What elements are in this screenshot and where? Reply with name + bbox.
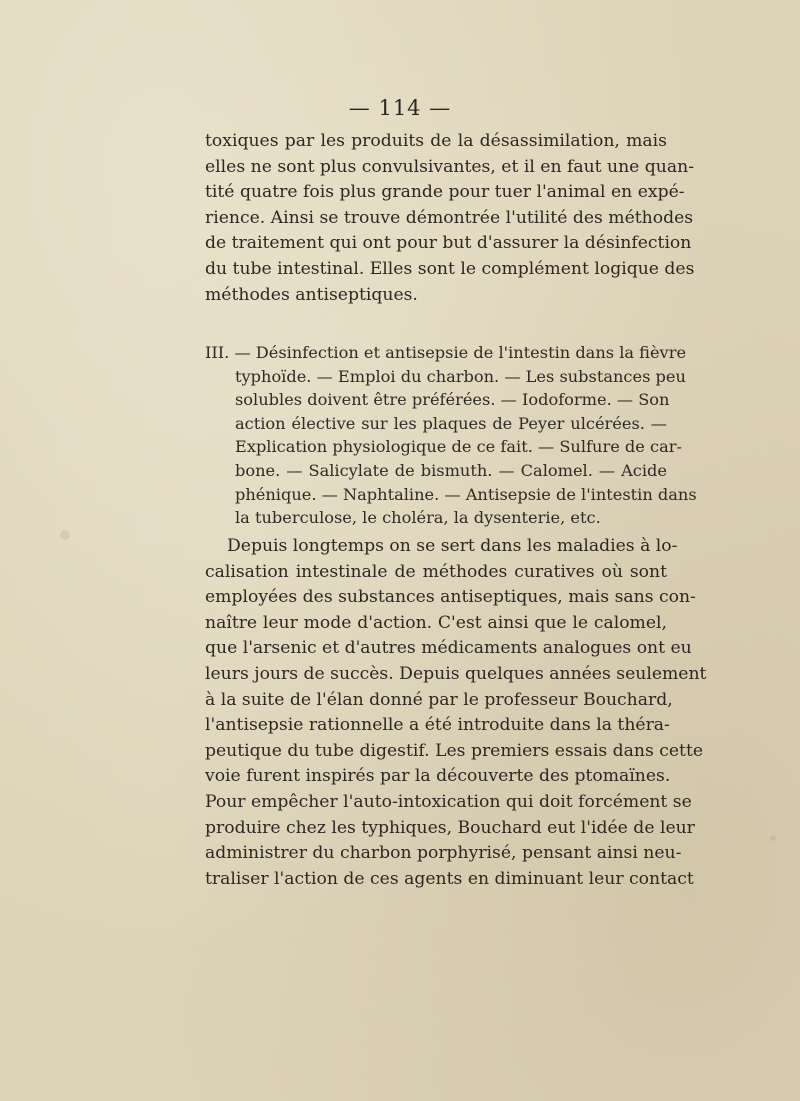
- text-line: l'antisepsie rationnelle a été introduite dans la théra-: [205, 715, 670, 736]
- text-line: elles ne sont plus convulsivantes, et il en faut une quan-: [205, 156, 694, 177]
- summary-line: bone. — Salicylate de bismuth. — Calomel. — Acide: [235, 460, 667, 480]
- text-line: Depuis longtemps on se sert dans les maladies à lo-: [227, 536, 678, 556]
- text-line: traliser l'action de ces agents en diminuant leur contact: [205, 868, 694, 889]
- text-line: voie furent inspirés par la découverte des ptomaïnes.: [205, 766, 671, 787]
- page-number: — 114 —: [348, 96, 452, 120]
- text-line: calisation intestinale de méthodes curatives où sont: [205, 561, 667, 582]
- section-summary: [205, 341, 697, 530]
- summary-line: la tuberculose, le choléra, la dysenterie, etc.: [235, 508, 601, 528]
- summary-line: phénique. — Naphtaline. — Antisepsie de l'intestin dans: [235, 484, 697, 504]
- text-line: leurs jours de succès. Depuis quelques années seulement: [205, 663, 707, 684]
- text-line: naître leur mode d'action. C'est ainsi que le calomel,: [205, 612, 667, 633]
- text-line: du tube intestinal. Elles sont le complément logique des: [205, 258, 695, 279]
- summary-line: action élective sur les plaques de Peyer ulcérées. —: [235, 413, 667, 433]
- text-line: rience. Ainsi se trouve démontrée l'utilité des méthodes: [205, 207, 694, 228]
- paper-stain: [770, 835, 776, 841]
- text-line: produire chez les typhiques, Bouchard eut l'idée de leur: [205, 817, 695, 838]
- paragraph-body: [205, 534, 707, 892]
- summary-line: III. — Désinfection et antisepsie de l'intestin dans la fièvre: [205, 343, 687, 362]
- text-line: employées des substances antiseptiques, mais sans con-: [205, 587, 696, 608]
- text-line: que l'arsenic et d'autres médicaments analogues ont eu: [205, 638, 692, 659]
- summary-line: solubles doivent être préférées. — Iodoforme. — Son: [235, 390, 670, 410]
- text-line: toxiques par les produits de la désassimilation, mais: [205, 131, 667, 151]
- summary-line: typhoïde. — Emploi du charbon. — Les substances peu: [235, 366, 686, 386]
- text-line: à la suite de l'élan donné par le professeur Bouchard,: [205, 689, 673, 710]
- summary-line: Explication physiologique de ce fait. — Sulfure de car-: [235, 437, 682, 457]
- paragraph-continued: [205, 129, 695, 308]
- text-line: tité quatre fois plus grande pour tuer l'animal en expé-: [205, 182, 685, 203]
- text-line: Pour empêcher l'auto-intoxication qui doit forcément se: [205, 791, 692, 812]
- text-line: méthodes antiseptiques.: [205, 284, 418, 305]
- paper-stain: [60, 530, 70, 540]
- text-line: de traitement qui ont pour but d'assurer la désinfection: [205, 233, 692, 254]
- text-line: administrer du charbon porphyrisé, pensant ainsi neu-: [205, 843, 682, 864]
- text-line: peutique du tube digestif. Les premiers essais dans cette: [205, 740, 704, 761]
